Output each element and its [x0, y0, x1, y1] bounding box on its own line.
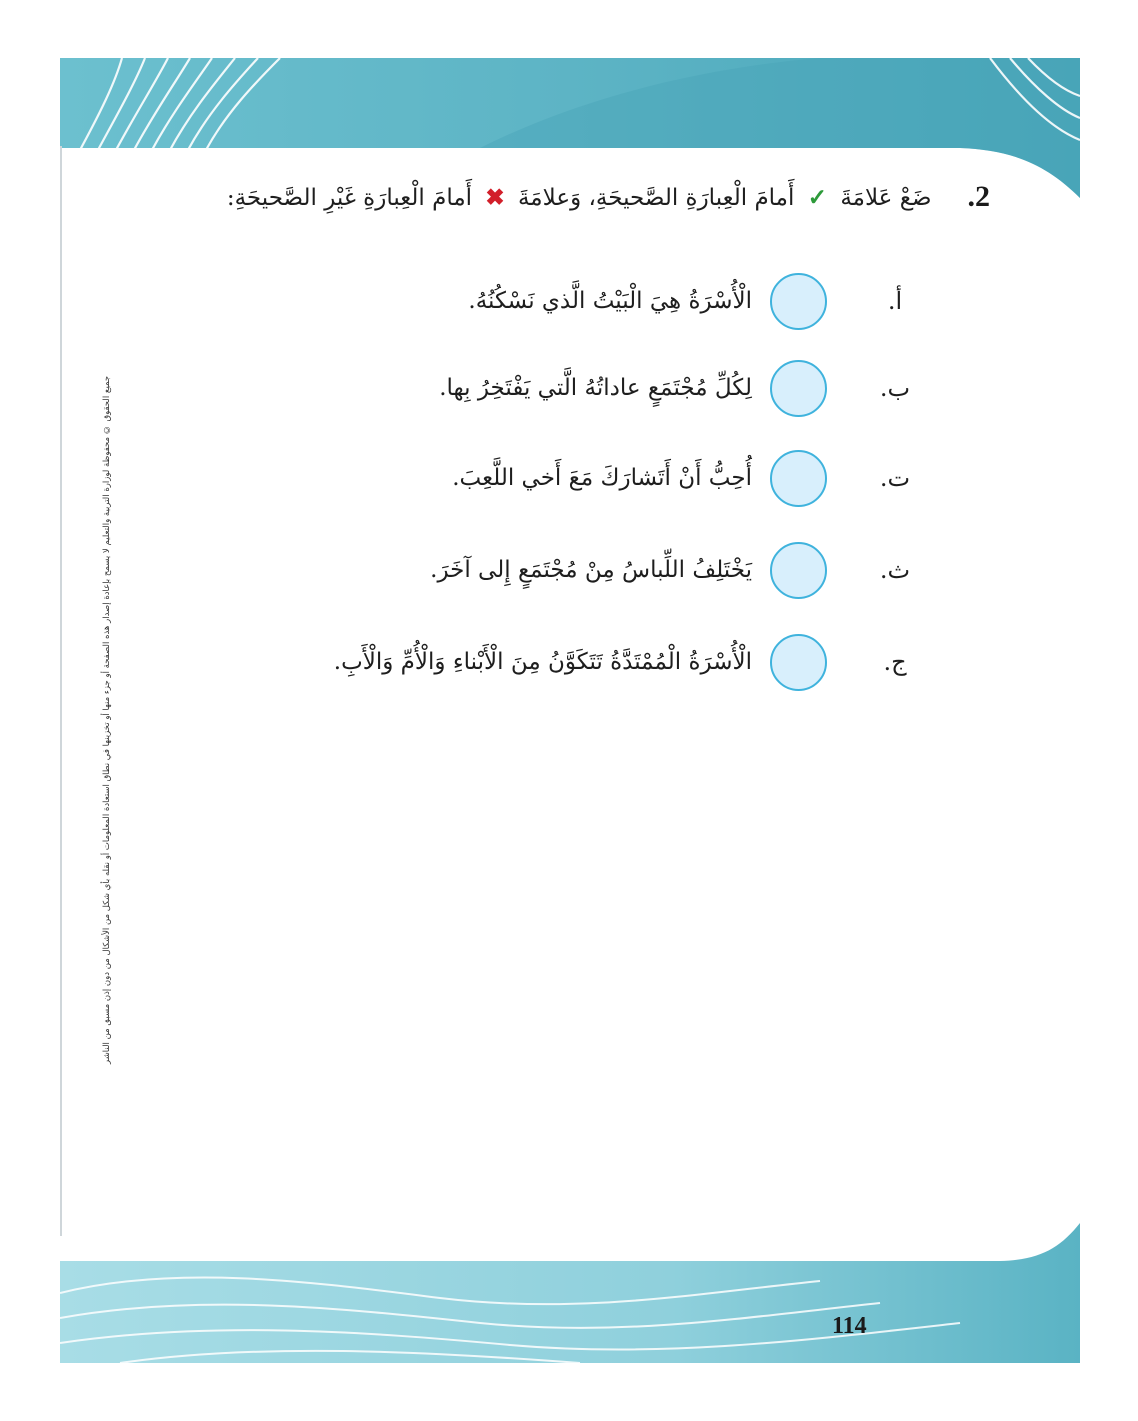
item-letter: أ. — [887, 287, 903, 315]
list-item — [334, 630, 925, 694]
list-item — [439, 356, 925, 420]
item-letter: ت. — [879, 464, 911, 492]
question-heading — [227, 180, 990, 214]
answer-circle[interactable] — [770, 360, 827, 417]
item-statement: أُحِبُّ أَنْ أَتَشارَكَ مَعَ أَخي اللَّعِبَ. — [452, 465, 752, 491]
answer-circle[interactable] — [770, 542, 827, 599]
page — [60, 58, 1080, 1363]
answer-circle[interactable] — [770, 273, 827, 330]
list-item — [452, 446, 925, 510]
item-letter: ث. — [879, 556, 911, 584]
question-instruction — [227, 184, 932, 211]
item-statement: يَخْتَلِفُ اللِّباسُ مِنْ مُجْتَمَعٍ إِلى آخَرَ. — [430, 557, 752, 583]
item-statement: الْأُسْرَةُ الْمُمْتَدَّةُ تَتَكَوَّنُ مِنَ الْأَبْناءِ وَالْأُمِّ وَالْأَبِ. — [333, 649, 752, 675]
item-statement: الْأُسْرَةُ هِيَ الْبَيْتُ الَّذي نَسْكُنُهُ. — [468, 288, 752, 314]
answer-circle[interactable] — [770, 634, 827, 691]
list-item — [430, 538, 925, 602]
instruction-part-2: أَمامَ الْعِبارَةِ الصَّحيحَةِ، وَعلامَةَ — [517, 184, 795, 211]
instruction-part-3: أَمامَ الْعِبارَةِ غَيْرِ الصَّحيحَةِ: — [226, 184, 473, 211]
question-number: 2. — [967, 180, 990, 213]
item-statement: لِكُلِّ مُجْتَمَعٍ عاداتُهُ الَّتي يَفْتَخِرُ بِها. — [439, 375, 752, 401]
check-icon: ✓ — [807, 183, 827, 211]
instruction-part-1: ضَعْ عَلامَةَ — [840, 184, 932, 211]
item-letter: ج. — [883, 648, 907, 676]
left-margin-rule — [60, 146, 62, 1236]
list-item — [468, 269, 925, 333]
item-letter: ب. — [879, 374, 911, 402]
copyright-notice: جميع الحقوق © محفوظة لوزارة التربية والتعليم لا يسمح بإعادة إصدار هذه الصفحة أو جزء منها أو تخزينها في نطاق استعادة المعلومات أو نقله بأي شكل من الأشكال من دون إذن مسبق من الناشر — [102, 375, 112, 1065]
footer-wave-band — [60, 1223, 1080, 1363]
cross-icon: ✖ — [485, 183, 505, 211]
page-number: 114 — [832, 1313, 867, 1339]
answer-circle[interactable] — [770, 450, 827, 507]
